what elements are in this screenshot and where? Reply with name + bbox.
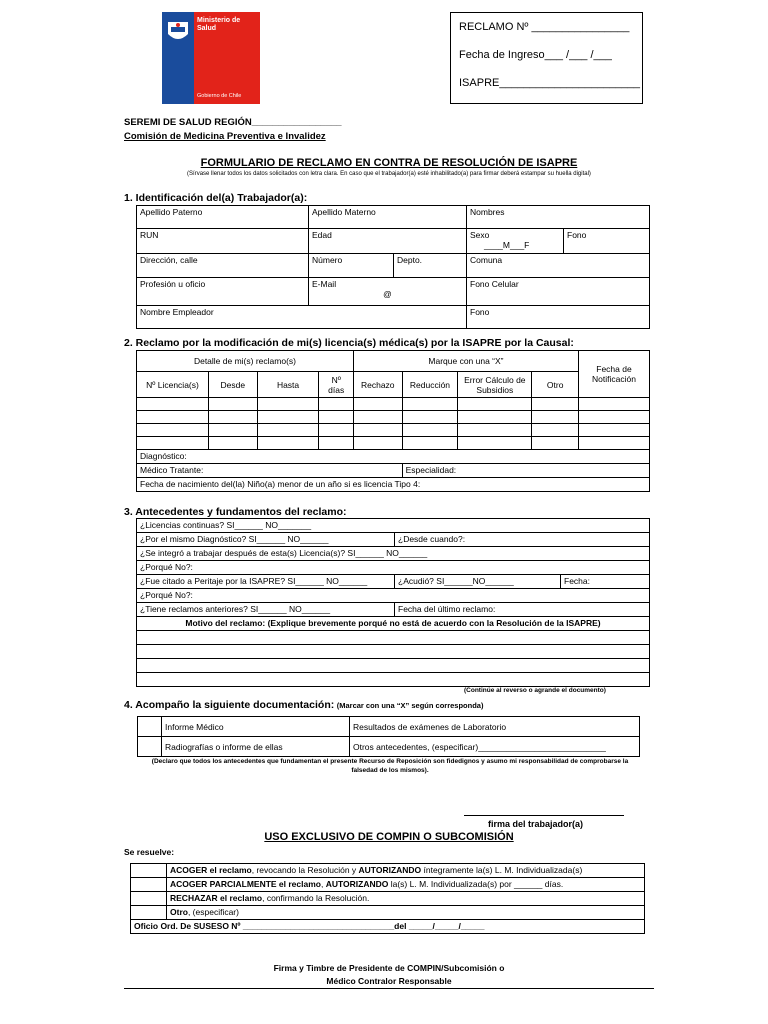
doc-otros[interactable]: Otros antecedentes, (especificar)___________________________ [350, 737, 640, 757]
documentacion-table [137, 716, 640, 757]
resuelve-acoger: ACOGER el reclamo, revocando la Resolución y AUTORIZANDO íntegramente la(s) L. M. Individualizada(s) [167, 864, 645, 878]
motivo-line[interactable] [137, 673, 650, 687]
porque-no-2[interactable]: ¿Porqué No?: [137, 589, 650, 603]
resuelve-acoger-parcial: ACOGER PARCIALMENTE el reclamo, AUTORIZANDO la(s) L. M. Individualizada(s) por ______ días. [167, 878, 645, 892]
firma-line [464, 815, 624, 816]
run-cell[interactable]: RUN [137, 229, 309, 254]
acudio[interactable]: ¿Acudió? SI______NO______ [395, 575, 561, 589]
medico-tratante-field[interactable]: Médico Tratante: [137, 464, 403, 478]
table-row[interactable] [137, 437, 650, 450]
section4-hint: (Marcar con una “X” según corresponda) [336, 701, 484, 710]
isapre-field[interactable]: ISAPRE_______________________ [459, 77, 641, 89]
logo-line2: Salud [197, 25, 217, 32]
section4-heading [124, 699, 483, 711]
empleador-cell[interactable]: Nombre Empleador [137, 306, 467, 329]
fecha-notificacion-header: Fecha de Notificación [578, 351, 649, 398]
motivo-line[interactable] [137, 631, 650, 645]
fecha-ultimo-reclamo[interactable]: Fecha del último reclamo: [395, 603, 650, 617]
declaracion: (Declaro que todos los antecedentes que fundamentan el presente Recurso de Reposición son fidedignos y asumo mi responsabilidad de comprobarse la falsedad de los mismos). [151, 758, 629, 774]
sexo-options: ____M___F [484, 240, 530, 250]
logo-line1: Ministerio de [197, 17, 241, 24]
footer-line2: Médico Contralor Responsable [326, 976, 452, 986]
fono-cell[interactable]: Fono [564, 229, 650, 254]
reclamo-number[interactable]: RECLAMO Nº ________________ [459, 21, 630, 33]
col-reduccion: Reducción [402, 372, 458, 398]
fono-empleador-cell[interactable]: Fono [467, 306, 650, 329]
email-at: @ [383, 289, 392, 299]
footer-rule [124, 988, 654, 989]
mismo-diagnostico[interactable]: ¿Por el mismo Diagnóstico? SI______ NO______ [137, 533, 395, 547]
apellido-paterno-cell[interactable]: Apellido Paterno [137, 206, 309, 229]
resuelve-check-1[interactable] [131, 864, 167, 878]
section3-title: 3. Antecedentes y fundamentos del reclamo: [124, 506, 347, 518]
resuelve-table [130, 863, 645, 934]
resuelve-rechazar: RECHAZAR el reclamo, confirmando la Resolución. [167, 892, 645, 906]
depto-cell[interactable]: Depto. [394, 254, 467, 278]
porque-no-1[interactable]: ¿Porqué No?: [137, 561, 650, 575]
se-integro[interactable]: ¿Se integró a trabajar después de esta(s) Licencia(s)? SI______ NO______ [137, 547, 650, 561]
motivo-line[interactable] [137, 645, 650, 659]
edad-cell[interactable]: Edad [309, 229, 467, 254]
peritaje-fecha[interactable]: Fecha: [561, 575, 650, 589]
resuelve-otro: Otro, (especificar) [167, 906, 645, 920]
continue-note: (Continúe al reverso o agrande el documento) [464, 687, 606, 694]
col-desde: Desde [208, 372, 257, 398]
oficio-suseso[interactable]: Oficio Ord. De SUSESO Nº ________________________________del _____/_____/_____ [131, 920, 645, 934]
se-resuelve: Se resuelve: [124, 847, 175, 857]
identification-table [136, 205, 650, 329]
col-rechazo: Rechazo [353, 372, 402, 398]
ministerio-logo [162, 12, 260, 104]
diagnostico-field[interactable]: Diagnóstico: [137, 450, 650, 464]
apellido-materno-cell[interactable]: Apellido Materno [309, 206, 467, 229]
comuna-cell[interactable]: Comuna [467, 254, 650, 278]
motivo-reclamo: Motivo del reclamo: (Explique brevemente porqué no está de acuerdo con la Resolución de la ISAPRE) [137, 617, 650, 631]
firma-trabajador: firma del trabajador(a) [488, 819, 584, 829]
numero-cell[interactable]: Número [309, 254, 394, 278]
col-otro: Otro [532, 372, 579, 398]
form-title: FORMULARIO DE RECLAMO EN CONTRA DE RESOLUCIÓN DE ISAPRE [200, 157, 578, 169]
table-row[interactable] [137, 398, 650, 411]
reclamo-box [450, 12, 643, 104]
seremi-region: SEREMI DE SALUD REGIÓN_________________ [124, 117, 342, 128]
form-subtitle: (Sírvase llenar todos los datos solicitados con letra clara. En caso que el trabajador(a) esté inhabilitado(a) para firmar deberá estampar su huella digital) [187, 171, 591, 177]
uso-exclusivo-title: USO EXCLUSIVO DE COMPIN O SUBCOMISIÓN [264, 831, 514, 843]
logo-footer: Gobierno de Chile [197, 93, 242, 99]
citado-peritaje[interactable]: ¿Fue citado a Peritaje por la ISAPRE? SI______ NO______ [137, 575, 395, 589]
section2-title: 2. Reclamo por la modificación de mi(s) licencia(s) médica(s) por la ISAPRE por la Causal: [124, 337, 574, 349]
reclamos-anteriores[interactable]: ¿Tiene reclamos anteriores? SI______ NO______ [137, 603, 395, 617]
email-label: E-Mail [312, 279, 337, 289]
nombres-cell[interactable]: Nombres [467, 206, 650, 229]
col-dias: Nº días [319, 372, 353, 398]
licencias-continuas[interactable]: ¿Licencias continuas? SI______ NO_______ [137, 519, 650, 533]
doc-resultados-lab: Resultados de exámenes de Laboratorio [350, 717, 640, 737]
col-hasta: Hasta [257, 372, 319, 398]
profesion-cell[interactable]: Profesión u oficio [137, 278, 309, 306]
section1-title: 1. Identificación del(a) Trabajador(a): [124, 192, 308, 204]
doc-radiografias: Radiografías o informe de ellas [162, 737, 350, 757]
doc-informe-medico: Informe Médico [162, 717, 350, 737]
especialidad-field[interactable]: Especialidad: [402, 464, 649, 478]
col-licencia: Nº Licencia(s) [137, 372, 209, 398]
email-cell[interactable] [309, 278, 467, 306]
resuelve-check-2[interactable] [131, 878, 167, 892]
reclamo-table [136, 350, 650, 492]
marque-header: Marque con una “X” [353, 351, 578, 372]
comision-title: Comisión de Medicina Preventiva e Invalidez [124, 131, 326, 142]
doc-checkbox-1[interactable] [138, 717, 162, 737]
motivo-line[interactable] [137, 659, 650, 673]
resuelve-check-3[interactable] [131, 892, 167, 906]
fecha-nacimiento-field[interactable]: Fecha de nacimiento del(la) Niño(a) menor de un año si es licencia Tipo 4: [137, 478, 650, 492]
shield-icon [166, 18, 190, 44]
sexo-label: Sexo [470, 230, 490, 240]
footer-line1: Firma y Timbre de Presidente de COMPIN/Subcomisión o [273, 963, 505, 973]
footer-firma [124, 962, 654, 988]
logo-red-panel [194, 12, 260, 104]
fecha-ingreso[interactable]: Fecha de Ingreso___ /___ /___ [459, 49, 612, 61]
celular-cell[interactable]: Fono Celular [467, 278, 650, 306]
antecedentes-table [136, 518, 650, 687]
resuelve-check-4[interactable] [131, 906, 167, 920]
section4-title: 4. Acompaño la siguiente documentación: [124, 699, 335, 711]
direccion-cell[interactable]: Dirección, calle [137, 254, 309, 278]
logo-blue-panel [162, 12, 194, 104]
doc-checkbox-2[interactable] [138, 737, 162, 757]
desde-cuando[interactable]: ¿Desde cuando?: [395, 533, 650, 547]
detalle-header: Detalle de mi(s) reclamo(s) [137, 351, 354, 372]
sexo-cell[interactable] [467, 229, 564, 254]
table-row[interactable] [137, 424, 650, 437]
col-error: Error Cálculo de Subsidios [458, 372, 532, 398]
table-row[interactable] [137, 411, 650, 424]
